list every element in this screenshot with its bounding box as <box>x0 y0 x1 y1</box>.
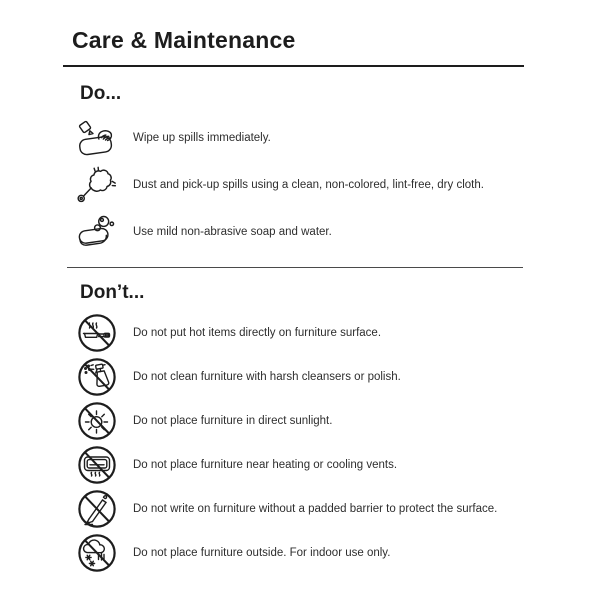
dont-item-text: Do not place furniture near heating or cooling vents. <box>133 459 398 471</box>
dont-section-heading: Don’t... <box>80 282 145 303</box>
dont-item-text: Do not write on furniture without a padded barrier to protect the surface. <box>133 503 498 515</box>
dont-item-text: Do not place furniture in direct sunlight. <box>133 415 333 427</box>
do-section-heading: Do... <box>80 83 122 104</box>
list-item <box>63 313 600 353</box>
do-item-text: Wipe up spills immediately. <box>133 132 271 144</box>
no-heating-vents-icon <box>75 445 119 485</box>
title-divider <box>63 65 524 67</box>
list-item <box>63 165 600 205</box>
list-item <box>63 357 600 397</box>
wipe-hand-icon <box>75 118 119 158</box>
soap-bubbles-icon <box>75 212 119 252</box>
feather-duster-icon <box>75 165 119 205</box>
do-item-text: Use mild non-abrasive soap and water. <box>133 226 332 238</box>
no-direct-sunlight-icon <box>75 401 119 441</box>
do-item-text: Dust and pick-up spills using a clean, non-colored, lint-free, dry cloth. <box>133 179 484 191</box>
list-item <box>63 401 600 441</box>
list-item <box>63 489 600 529</box>
no-outdoor-use-icon <box>75 533 119 573</box>
do-items-list <box>63 118 600 252</box>
dont-item-text: Do not put hot items directly on furniture surface. <box>133 327 382 339</box>
no-harsh-cleansers-icon <box>75 357 119 397</box>
list-item <box>63 212 600 252</box>
list-item <box>63 533 600 573</box>
dont-item-text: Do not clean furniture with harsh cleansers or polish. <box>133 371 401 383</box>
dont-items-list <box>63 313 600 573</box>
list-item <box>63 445 600 485</box>
page-title: Care & Maintenance <box>72 27 296 53</box>
list-item <box>63 118 600 158</box>
dont-item-text: Do not place furniture outside. For indoor use only. <box>133 547 391 559</box>
no-hot-items-icon <box>75 313 119 353</box>
no-writing-icon <box>75 489 119 529</box>
section-divider <box>67 267 523 268</box>
